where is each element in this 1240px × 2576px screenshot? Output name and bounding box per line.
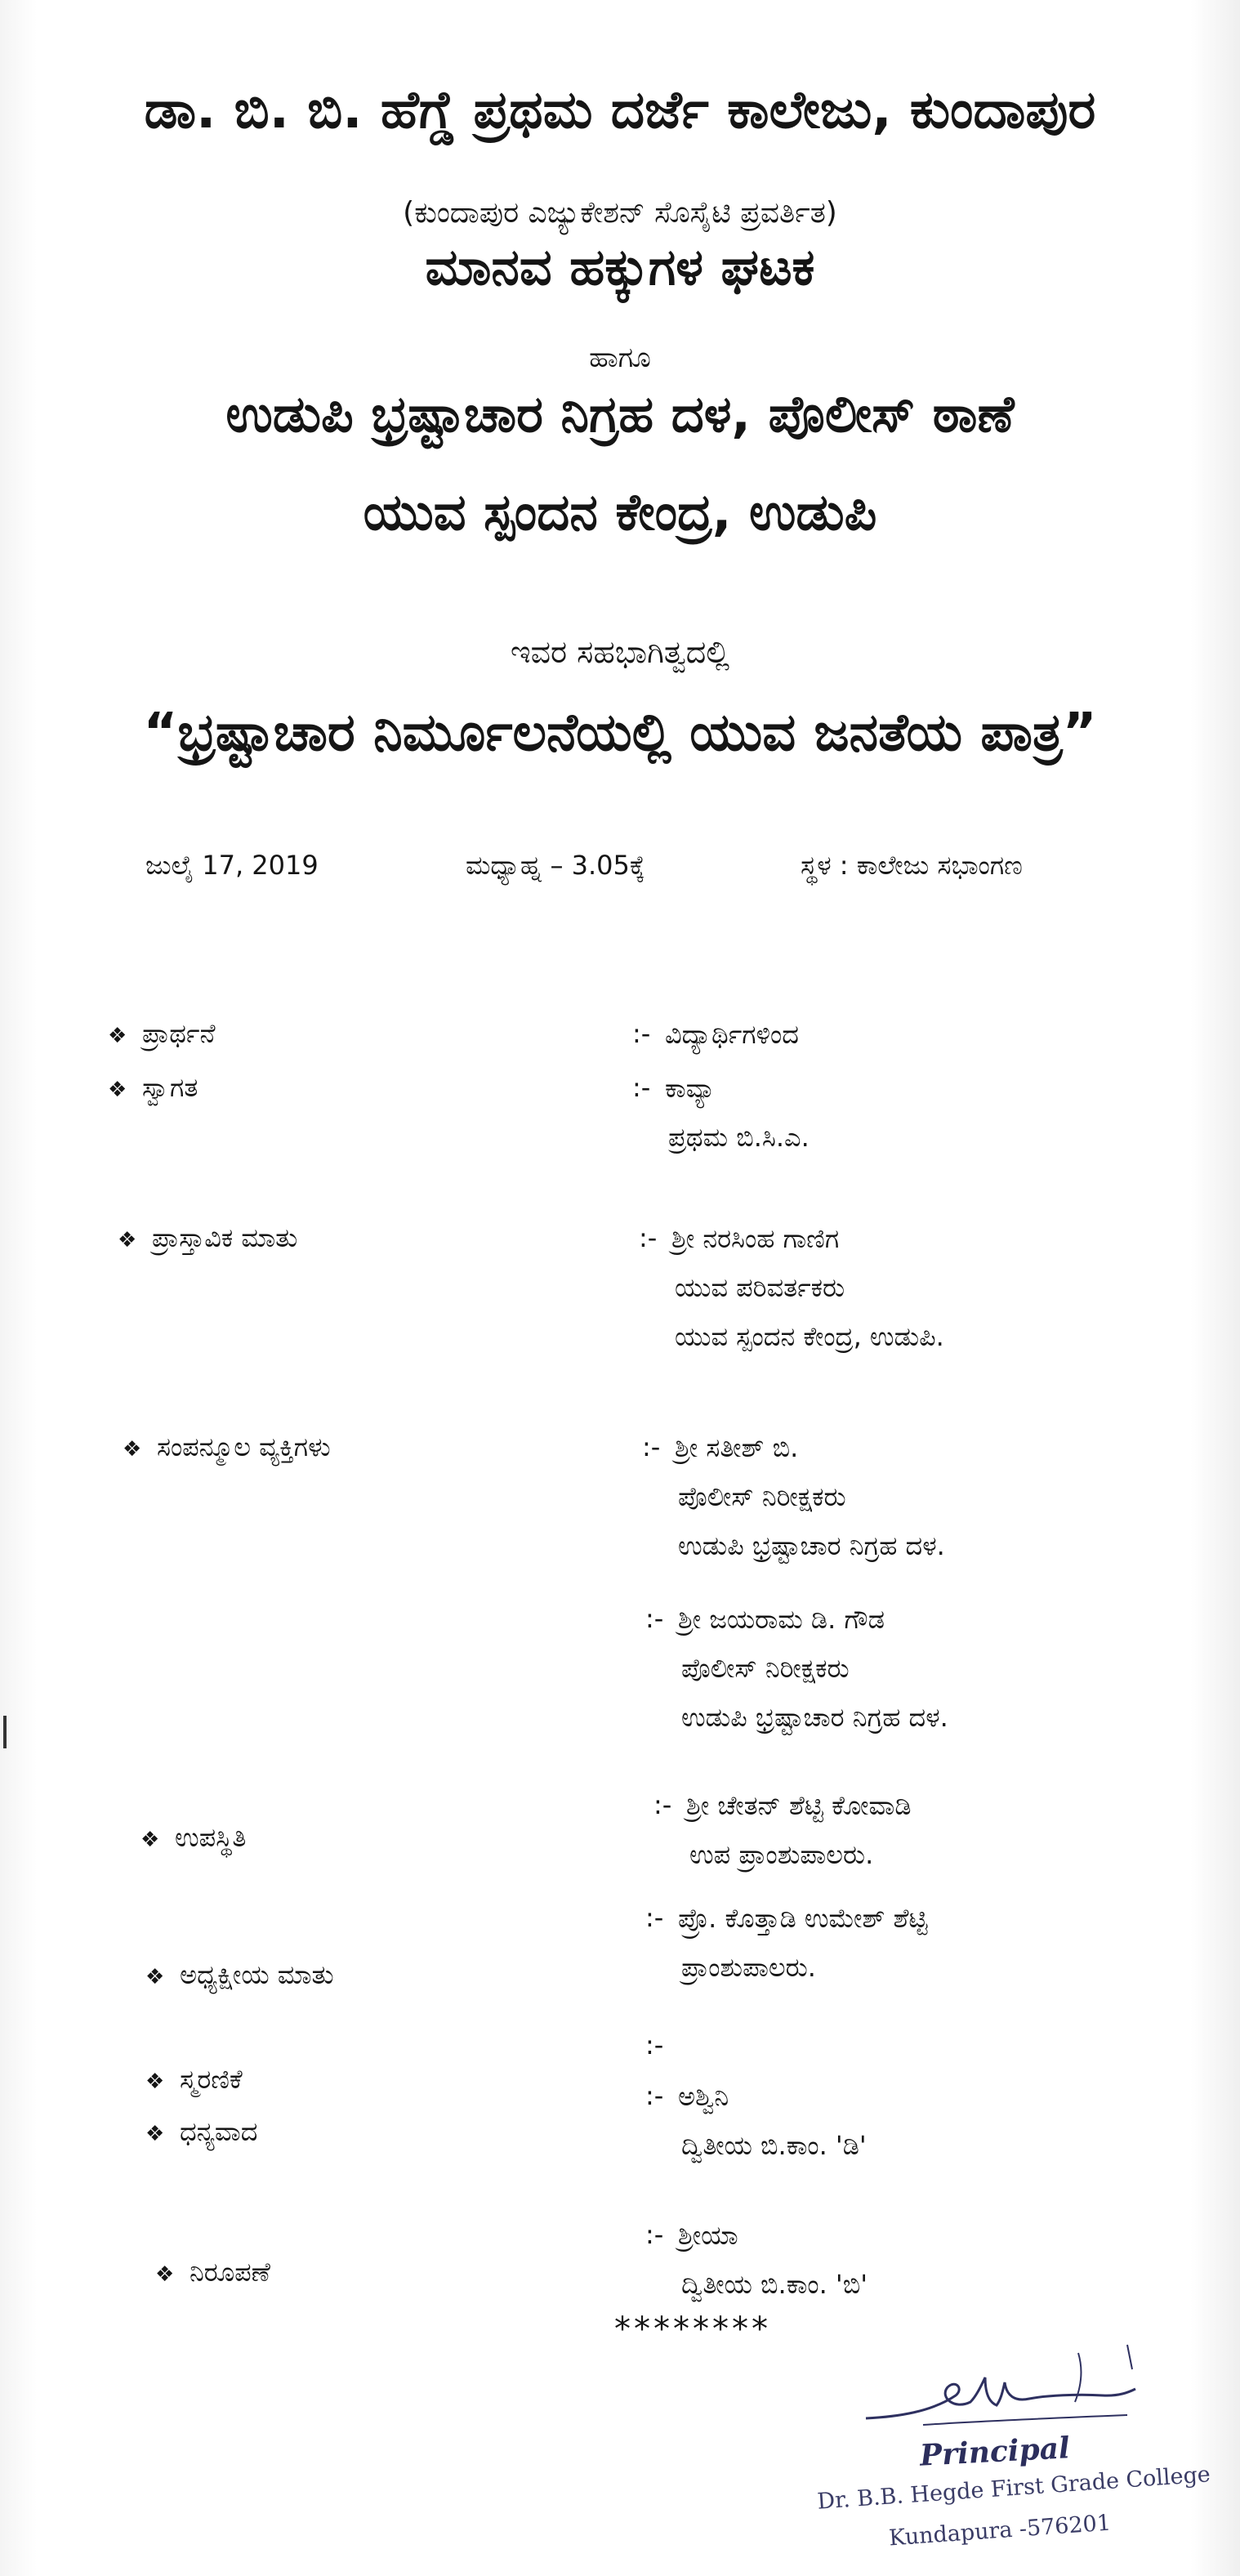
program-item-title: ಧನ್ಯವಾದ (180, 2116, 258, 2147)
program-item-value (675, 1423, 945, 1570)
program-item-value (678, 2072, 867, 2170)
program-item-label (118, 1222, 297, 1254)
society-line: (ಕುಂದಾಪುರ ಎಜ್ಯುಕೇಶನ್ ಸೊಸೈಟಿ ಪ್ರವರ್ತಿತ) (403, 196, 837, 230)
diamond-bullet-icon: ❖ (118, 1228, 137, 1252)
program-item-value (671, 1214, 944, 1361)
program-item-value (686, 1781, 911, 1879)
person-role: ಉಡುಪಿ ಭ್ರಷ್ಟಾಚಾರ ನಿಗ್ರಹ ದಳ. (678, 1530, 945, 1561)
program-item-label (108, 1018, 216, 1050)
event-time: ಮಧ್ಯಾಹ್ನ – 3.05ಕ್ಕೆ (466, 850, 645, 881)
person-role: ಪ್ರಾಂಶುಪಾಲರು. (681, 1952, 816, 1983)
police-name: ಉಡುಪಿ ಭ್ರಷ್ಟಾಚಾರ ನಿಗ್ರಹ ದಳ, ಪೊಲೀಸ್ ಠಾಣೆ (225, 384, 1015, 444)
kendra-name: ಯುವ ಸ್ಪಂದನ ಕೇಂದ್ರ, ಉಡುಪಿ (363, 482, 877, 542)
cell-name: ಮಾನವ ಹಕ್ಕುಗಳ ಘಟಕ (425, 237, 815, 297)
diamond-bullet-icon: ❖ (145, 2069, 165, 2094)
diamond-bullet-icon: ❖ (108, 1024, 127, 1048)
program-item-label (155, 2257, 270, 2288)
program-item-value (678, 2211, 868, 2309)
program-separator: :- (645, 2029, 664, 2060)
program-separator: :- (632, 1072, 651, 1103)
event-venue: ಸ್ಥಳ : ಕಾಲೇಜು ಸಭಾಂಗಣ (801, 850, 1023, 881)
program-item-value (665, 1064, 810, 1162)
person-name: ಶ್ರೀ ಸತೀಶ್ ಬಿ. (675, 1432, 799, 1463)
collaboration-line: ಇವರ ಸಹಭಾಗಿತ್ವದಲ್ಲಿ (510, 634, 730, 670)
program-item-title: ಸ್ಮರಣಿಕೆ (180, 2064, 243, 2095)
program-item-title: ನಿರೂಪಣೆ (190, 2257, 270, 2288)
program-item-title: ಸ್ವಾಗತ (142, 1072, 198, 1103)
program-item-value (678, 1894, 928, 1992)
person-name: ಪ್ರೊ. ಕೊತ್ತಾಡಿ ಉಮೇಶ್ ಶೆಟ್ಟಿ (678, 1903, 928, 1934)
program-item-label (141, 1822, 246, 1854)
principal-title: Principal (919, 2431, 1071, 2473)
event-date: ಜುಲೈ 17, 2019 (145, 850, 319, 881)
person-name: ಅಶ್ವಿನಿ (678, 2081, 729, 2112)
person-role: ಪೊಲೀಸ್ ನಿರೀಕ್ಷಕರು (681, 1653, 850, 1684)
person-name: ವಿದ್ಯಾರ್ಥಿಗಳಿಂದ (665, 1019, 799, 1050)
diamond-bullet-icon: ❖ (141, 1828, 160, 1852)
person-role: ದ್ವಿತೀಯ ಬಿ.ಕಾಂ. 'ಡಿ' (681, 2130, 867, 2161)
program-separator: :- (645, 2080, 664, 2111)
principal-college: Dr. B.B. Hegde First Grade College (816, 2462, 1211, 2515)
diamond-bullet-icon: ❖ (155, 2262, 175, 2287)
program-item-value (665, 1010, 799, 1059)
person-role: ಉಡುಪಿ ಭ್ರಷ್ಟಾಚಾರ ನಿಗ್ರಹ ದಳ. (681, 1702, 948, 1733)
program-item-title: ಪ್ರಾಸ್ತಾವಿಕ ಮಾತು (152, 1222, 298, 1253)
diamond-bullet-icon: ❖ (123, 1437, 142, 1462)
diamond-bullet-icon: ❖ (145, 1965, 165, 1989)
program-separator: :- (632, 1018, 651, 1049)
program-separator: :- (645, 2219, 664, 2250)
person-role: ಯುವ ಪರಿವರ್ತಕರು (675, 1272, 845, 1303)
program-item-title: ಉಪಸ್ಥಿತಿ (175, 1822, 247, 1853)
person-role: ಯುವ ಸ್ಪಂದನ ಕೇಂದ್ರ, ಉಡುಪಿ. (675, 1321, 944, 1352)
edge-mark (3, 1716, 7, 1748)
program-item-label (145, 2064, 243, 2096)
end-stars: ******** (614, 2310, 771, 2348)
program-separator: :- (645, 1603, 664, 1634)
program-item-title: ಸಂಪನ್ಮೂಲ ವ್ಯಕ್ತಿಗಳು (157, 1431, 331, 1462)
program-item-title: ಪ್ರಾರ್ಥನೆ (142, 1018, 216, 1049)
program-topic: “ಭ್ರಷ್ಟಾಚಾರ ನಿರ್ಮೂಲನೆಯಲ್ಲಿ ಯುವ ಜನತೆಯ ಪಾತ್ರ” (143, 703, 1097, 763)
diamond-bullet-icon: ❖ (145, 2122, 165, 2146)
college-name: ಡಾ. ಬಿ. ಬಿ. ಹೆಗ್ಡೆ ಪ್ರಥಮ ದರ್ಜೆ ಕಾಲೇಜು, ಕುಂದಾಪುರ (144, 80, 1096, 141)
principal-place: Kundapura -576201 (888, 2510, 1112, 2551)
program-separator: :- (653, 1789, 672, 1820)
person-name: ಶ್ರೀಯಾ (678, 2220, 738, 2251)
diamond-bullet-icon: ❖ (108, 1078, 127, 1102)
person-name: ಶ್ರೀ ಜಯರಾಮ ಡಿ. ಗೌಡ (678, 1604, 885, 1635)
person-role: ಪ್ರಥಮ ಬಿ.ಸಿ.ಎ. (668, 1122, 810, 1153)
program-separator: :- (639, 1222, 658, 1253)
program-item-label (145, 2116, 257, 2148)
person-role: ಉಪ ಪ್ರಾಂಶುಪಾಲರು. (689, 1839, 874, 1870)
program-item-title: ಅಧ್ಯಕ್ಷೀಯ ಮಾತು (180, 1959, 334, 1990)
person-role: ಪೊಲೀಸ್ ನಿರೀಕ್ಷಕರು (678, 1481, 846, 1512)
program-separator: :- (645, 1902, 664, 1933)
program-separator: :- (642, 1431, 661, 1462)
person-name: ಶ್ರೀ ನರಸಿಂಹ ಗಾಣಿಗ (671, 1223, 840, 1254)
program-item-label (145, 1959, 334, 1991)
person-name: ಕಾವ್ಯಾ (665, 1073, 716, 1104)
program-item-label (108, 1072, 198, 1104)
person-name: ಶ್ರೀ ಚೇತನ್ ಶೆಟ್ಟಿ ಕೋವಾಡಿ (686, 1790, 912, 1821)
program-item-value (678, 1595, 948, 1742)
and-word: ಹಾಗೂ (589, 342, 651, 374)
program-item-label (123, 1431, 331, 1463)
person-role: ದ್ವಿತೀಯ ಬಿ.ಕಾಂ. 'ಬಿ' (681, 2269, 868, 2300)
